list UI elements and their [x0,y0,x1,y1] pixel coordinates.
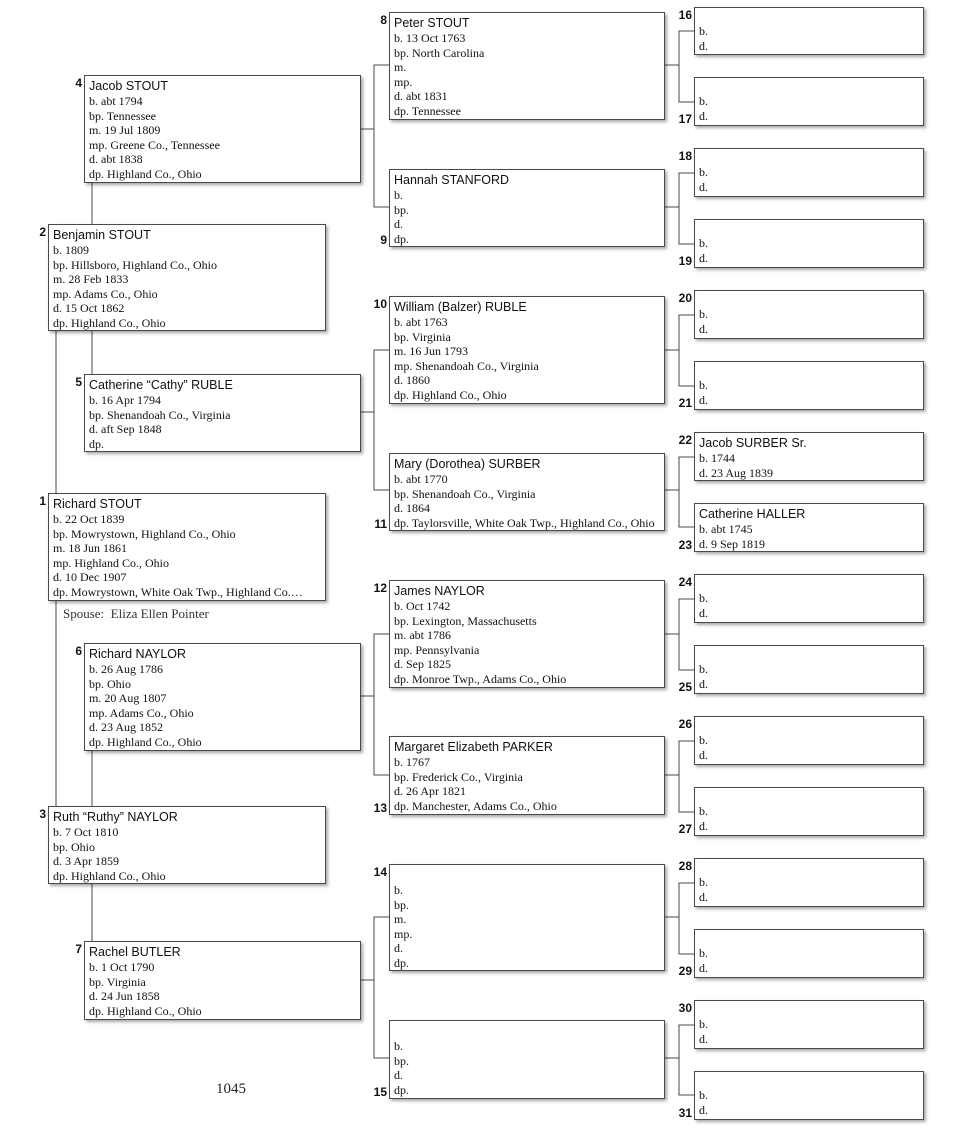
person-detail-line: bp. Hillsboro, Highland Co., Ohio [53,257,217,272]
person-detail-line: b. abt 1770 [394,472,448,486]
person-name: Richard STOUT [53,497,142,511]
person-detail-line: b. [699,733,708,747]
person-box-14[interactable] [389,864,665,971]
person-detail-line: d. [699,250,708,265]
person-detail-line: dp. Mowrystown, White Oak Twp., Highland Co.… [53,584,303,599]
person-detail-line: b. 26 Aug 1786 [89,662,164,676]
person-detail-line: d. [699,1102,708,1117]
ancestor-number-18: 18 [678,149,692,163]
person-detail-line: d. [699,321,708,336]
person-detail-line: d. [699,38,708,53]
person-box-20[interactable] [694,290,924,339]
person-detail-line: bp. Ohio [53,839,95,854]
person-detail-line: m. [394,912,407,926]
person-detail-line: b. 1744 [699,451,735,465]
person-detail-line: b. [699,165,708,179]
connector-14-to-28 [664,883,695,917]
person-detail-line: dp. Highland Co., Ohio [53,315,166,330]
person-detail-line: dp. [394,231,409,246]
person-box-2[interactable] [48,224,326,331]
person-detail-line: b. [699,946,708,960]
person-name: Jacob STOUT [89,79,168,93]
ancestor-number-19: 19 [678,254,692,268]
connector-7-to-15 [374,980,390,1058]
person-box-15[interactable] [389,1020,665,1099]
person-detail-line: d. [394,217,403,231]
person-detail-line: d. 15 Oct 1862 [53,301,125,315]
person-detail-line: d. 9 Sep 1819 [699,536,765,551]
person-detail-line: d. [699,1031,708,1046]
person-detail-line: b. [699,662,708,676]
person-box-23[interactable] [694,503,924,552]
person-box-12[interactable] [389,580,665,688]
ancestor-number-11: 11 [374,517,387,531]
person-detail-line: d. [699,960,708,975]
ancestor-number-2: 2 [39,225,46,239]
person-detail-line: d. [699,605,708,620]
person-detail-line: d. 1864 [394,501,430,515]
person-box-18[interactable] [694,148,924,197]
person-detail-line: b. [699,875,708,889]
ancestor-number-13: 13 [373,801,387,815]
person-detail-line: b. Oct 1742 [394,599,451,613]
person-detail-line: m. 19 Jul 1809 [89,123,161,137]
spouse-label: Spouse: [63,606,105,621]
person-detail-line: d. 23 Aug 1852 [89,720,164,734]
connector-4-to-8 [360,65,390,129]
person-detail-line: bp. [394,897,409,912]
person-detail-line: b. 1 Oct 1790 [89,960,155,974]
person-detail-line: b. 1809 [53,243,89,257]
person-detail-line: d. [699,108,708,123]
person-detail-line: mp. Adams Co., Ohio [89,705,194,720]
person-box-8[interactable] [389,12,665,120]
connector-9-to-18 [664,173,695,207]
person-detail-line: dp. Taylorsville, White Oak Twp., Highland Co., Ohio [394,515,655,530]
person-box-17[interactable] [694,77,924,126]
person-detail-line: bp. [394,1053,409,1068]
person-detail-line: bp. Mowrystown, Highland Co., Ohio [53,526,236,541]
ancestor-number-10: 10 [373,297,387,311]
connector-5-to-10 [360,350,390,412]
person-box-24[interactable] [694,574,924,623]
ancestor-number-15: 15 [373,1085,387,1099]
person-name: Catherine “Cathy” RUBLE [89,378,233,392]
person-detail-line: m. 18 Jun 1861 [53,541,128,555]
ancestor-number-7: 7 [75,942,82,956]
person-name: Margaret Elizabeth PARKER [394,740,553,754]
ancestor-number-20: 20 [678,291,692,305]
person-name: Ruth “Ruthy” NAYLOR [53,810,178,824]
ancestor-number-5: 5 [75,375,82,389]
person-detail-line: b. [699,236,708,250]
connector-8-to-16 [664,31,695,65]
ancestor-number-16: 16 [678,8,692,22]
person-name: Catherine HALLER [699,507,806,521]
page-number: 1045 [216,1081,246,1097]
person-detail-line: bp. Lexington, Massachusetts [394,613,537,628]
ancestor-number-30: 30 [678,1001,692,1015]
person-detail-line: bp. Virginia [394,329,451,344]
person-detail-line: d. abt 1838 [89,152,143,166]
connector-7-to-14 [360,917,390,980]
ancestor-number-4: 4 [75,76,82,90]
person-box-22[interactable] [694,432,924,481]
connector-15-to-30 [664,1025,695,1058]
person-box-30[interactable] [694,1000,924,1049]
person-detail-line: dp. Highland Co., Ohio [89,734,202,749]
person-detail-line: mp. Highland Co., Ohio [53,555,169,570]
person-box-10[interactable] [389,296,665,404]
person-box-1[interactable] [48,493,326,601]
person-detail-line: bp. Shenandoah Co., Virginia [89,407,231,422]
person-box-19[interactable] [694,219,924,268]
person-box-25[interactable] [694,645,924,694]
person-detail-line: b. [699,591,708,605]
person-detail-line: d. [699,676,708,691]
person-detail-line: dp. Manchester, Adams Co., Ohio [394,798,557,813]
person-detail-line: dp. Monroe Twp., Adams Co., Ohio [394,671,567,686]
person-detail-line: d. 23 Aug 1839 [699,465,774,480]
person-detail-line: b. 1767 [394,755,430,769]
ancestor-number-22: 22 [678,433,692,447]
person-name: Peter STOUT [394,16,470,30]
person-detail-line: bp. Virginia [89,974,146,989]
person-detail-line: b. 7 Oct 1810 [53,825,119,839]
person-box-21[interactable] [694,361,924,410]
person-name: Mary (Dorothea) SURBER [394,457,541,471]
person-detail-line: b. [699,24,708,38]
ancestor-number-6: 6 [75,644,82,658]
person-detail-line: bp. North Carolina [394,45,485,60]
connector-4-to-9 [374,129,390,207]
person-detail-line: b. abt 1745 [699,522,753,536]
person-detail-line: d. [394,941,403,955]
person-detail-line: m. [394,60,407,74]
person-detail-line: dp. [394,955,409,970]
person-detail-line: b. [699,1017,708,1031]
person-detail-line: bp. Shenandoah Co., Virginia [394,486,536,501]
person-box-4[interactable] [84,75,361,183]
person-detail-line: dp. [394,1082,409,1097]
person-detail-line: m. 16 Jun 1793 [394,344,469,358]
person-detail-line: b. [699,378,708,392]
connector-13-to-26 [664,741,695,775]
person-name: Richard NAYLOR [89,647,187,661]
person-box-9[interactable] [389,169,665,247]
person-detail-line: mp. [394,926,413,941]
person-box-29[interactable] [694,929,924,978]
person-detail-line: dp. [89,436,104,451]
person-detail-line: b. 13 Oct 1763 [394,31,466,45]
person-detail-line: d. Sep 1825 [394,657,451,671]
ancestor-number-28: 28 [678,859,692,873]
person-detail-line: b. 22 Oct 1839 [53,512,125,526]
person-detail-line: d. [699,889,708,904]
spouse-name: Eliza Ellen Pointer [110,606,209,621]
person-box-7[interactable] [84,941,361,1020]
person-detail-line: d. [699,392,708,407]
person-box-27[interactable] [694,787,924,836]
person-box-6[interactable] [84,643,361,751]
ancestor-number-25: 25 [678,680,692,694]
ancestor-number-26: 26 [678,717,692,731]
person-name: William (Balzer) RUBLE [394,300,527,314]
person-detail-line: bp. Tennessee [89,108,156,123]
ancestor-number-21: 21 [678,396,692,410]
person-detail-line: b. [394,1039,403,1053]
person-detail-line: bp. Ohio [89,676,131,691]
ancestor-number-24: 24 [678,575,692,589]
ancestor-number-14: 14 [373,865,387,879]
person-box-11[interactable] [389,453,665,531]
person-detail-line: b. 16 Apr 1794 [89,393,161,407]
person-name: James NAYLOR [394,584,485,598]
ancestor-number-3: 3 [39,807,46,821]
person-detail-line: dp. Highland Co., Ohio [394,387,507,402]
ancestor-number-12: 12 [373,581,387,595]
person-detail-line: b. [699,1088,708,1102]
person-detail-line: dp. Highland Co., Ohio [89,1003,202,1018]
person-detail-line: m. abt 1786 [394,628,451,642]
person-detail-line: d. aft Sep 1848 [89,422,162,436]
person-name: Jacob SURBER Sr. [699,436,807,450]
person-box-28[interactable] [694,858,924,907]
person-detail-line: mp. Shenandoah Co., Virginia [394,358,539,373]
person-detail-line: d. 3 Apr 1859 [53,854,119,868]
person-detail-line: dp. Highland Co., Ohio [89,166,202,181]
person-detail-line: mp. [394,74,413,89]
person-box-3[interactable] [48,806,326,884]
person-detail-line: b. abt 1794 [89,94,143,108]
person-detail-line: b. [394,188,403,202]
person-detail-line: b. [699,307,708,321]
person-detail-line: d. [394,1068,403,1082]
person-detail-line: bp. [394,202,409,217]
person-box-26[interactable] [694,716,924,765]
ancestor-number-9: 9 [380,233,387,247]
person-name: Hannah STANFORD [394,173,510,187]
connector-11-to-22 [664,457,695,490]
person-detail-line: d. [699,179,708,194]
ancestor-number-23: 23 [678,538,692,552]
person-detail-line: d. abt 1831 [394,89,448,103]
connector-6-to-13 [374,696,390,775]
person-detail-line: mp. Adams Co., Ohio [53,286,158,301]
ancestor-number-1: 1 [39,494,46,508]
person-name: Rachel BUTLER [89,945,181,959]
person-box-13[interactable] [389,736,665,815]
person-detail-line: b. [394,883,403,897]
connector-10-to-20 [664,315,695,350]
connector-12-to-24 [664,599,695,634]
person-box-5[interactable] [84,374,361,452]
ancestor-number-31: 31 [678,1106,692,1120]
person-detail-line: d. [699,818,708,833]
person-detail-line: b. [699,94,708,108]
ancestor-number-8: 8 [380,13,387,27]
person-detail-line: d. 24 Jun 1858 [89,989,160,1003]
person-detail-line: dp. Highland Co., Ohio [53,868,166,883]
connector-5-to-11 [374,412,390,490]
person-detail-line: m. 28 Feb 1833 [53,272,129,286]
person-detail-line: m. 20 Aug 1807 [89,691,167,705]
person-name: Benjamin STOUT [53,228,151,242]
person-detail-line: d. 26 Apr 1821 [394,784,466,798]
person-detail-line: mp. Greene Co., Tennessee [89,137,220,152]
person-detail-line: b. [699,804,708,818]
ancestor-number-29: 29 [678,964,692,978]
spouse-line [63,606,209,622]
person-box-16[interactable] [694,7,924,55]
person-detail-line: d. 10 Dec 1907 [53,570,127,584]
ancestor-number-27: 27 [678,822,692,836]
person-detail-line: b. abt 1763 [394,315,448,329]
person-detail-line: mp. Pennsylvania [394,642,480,657]
person-detail-line: dp. Tennessee [394,103,461,118]
person-detail-line: d. [699,747,708,762]
person-box-31[interactable] [694,1071,924,1120]
person-detail-line: bp. Frederick Co., Virginia [394,769,523,784]
person-detail-line: d. 1860 [394,373,430,387]
connector-6-to-12 [360,634,390,696]
ancestor-number-17: 17 [678,112,692,126]
